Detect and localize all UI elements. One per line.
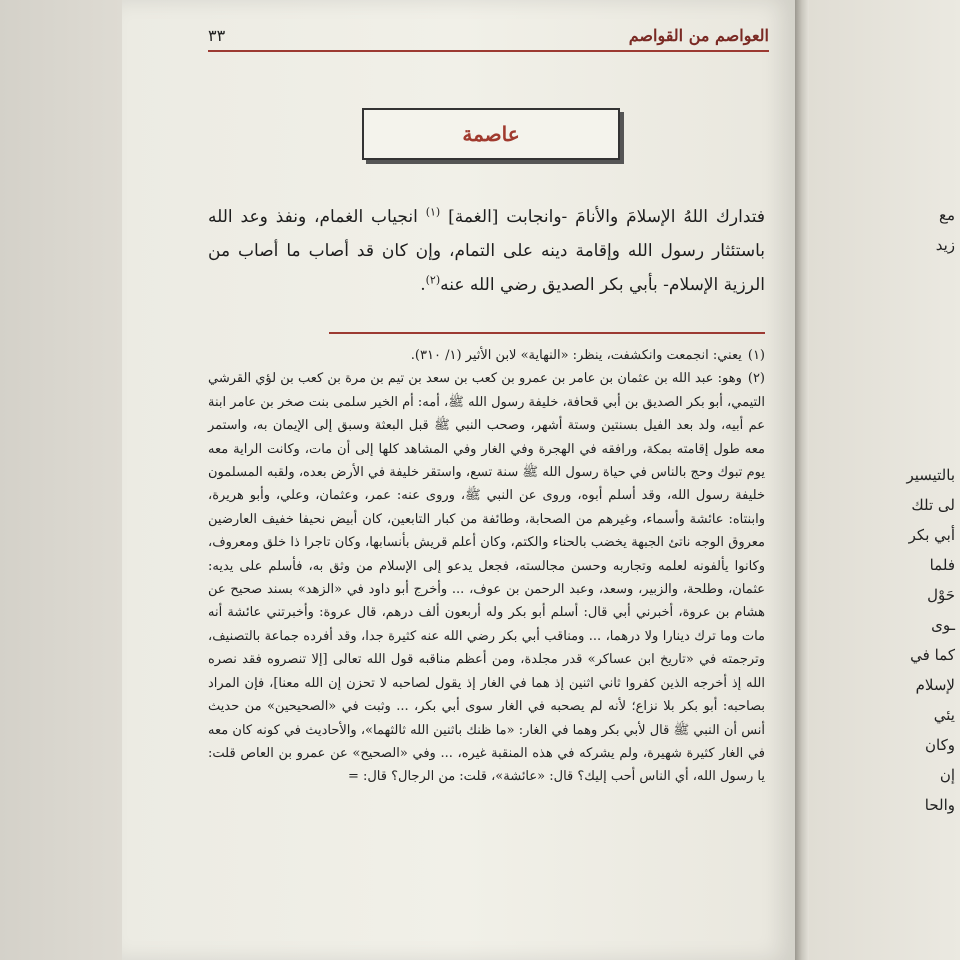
fragment-line: والحا (924, 796, 955, 814)
fragment-line: أبي بكر (908, 526, 955, 544)
main-paragraph (208, 200, 765, 302)
fragment-line: ـوى (931, 616, 955, 634)
book-page (122, 0, 795, 960)
main-text-part-2: انجياب الغمام، ونفذ وعد الله باستئثار رسول الله وإقامة دينه على التمام، وإن كان قد أصاب ما أصاب من الرزية الإسلام- بأبي بكر الصديق رضي الله عنه (208, 207, 765, 295)
footnote-ref-1: (١) (425, 205, 441, 219)
footnote-number: (١) (747, 348, 765, 363)
fragment-line: إن (939, 766, 955, 784)
fragment-line: بالتيسير (906, 466, 955, 484)
page-header (208, 26, 769, 48)
page-number: ٣٣ (208, 26, 226, 45)
fragment-line: فلما (929, 556, 955, 574)
fragment-line: كما في (910, 646, 955, 664)
footnote-2 (208, 367, 765, 788)
next-page-edge (809, 0, 960, 960)
main-text (208, 200, 765, 302)
fragment-line: وكان (925, 736, 955, 754)
footnotes (208, 344, 765, 789)
header-rule (208, 50, 769, 52)
fragment-line: حَوْل (927, 586, 955, 604)
footnote-ref-2: (٢) (425, 273, 441, 287)
main-text-part-1: فتدارك اللهُ الإسلامَ والأنامَ -وانجابت [الغمة] (448, 207, 766, 227)
fragment-line: زيد (935, 236, 955, 254)
section-title: عاصمة (462, 122, 520, 146)
footnote-number: (٢) (747, 371, 765, 387)
fragment-line: لى تلك (911, 496, 955, 514)
footnote-text: وهو: عبد الله بن عثمان بن عامر بن عمرو بن كعب بن سعد بن تيم بن مرة بن كعب بن لؤي القرشي التيمي، أبو بكر الصديق بن أبي قحافة، خليفة رسول الله ﷺ، أمه: أم الخير سلمى بنت صخر بن عامر ابنة عم أبيه، ولد بعد الفيل بسنتين وستة أشهر، وصحب النبي ﷺ قبل البعثة وسبق إلى الإيمان به، واستمر معه طول إقامته بمكة، ورافقه في الهجرة وفي الغار وفي المشاهد كلها إلى أن مات، وكانت الراية معه يوم تبوك وحج بالناس في حياة رسول الله ﷺ سنة تسع، واستقر خليفة في الأرض بعده، ولقبه المسلمون خليفة رسول الله، وقد أسلم أبوه، وروى عن النبي ﷺ، وروى عنه: عمر، وعثمان، وعلي، وأبو هريرة، وابنتاه: عائشة وأسماء، وغيرهم من الصحابة، وطائفة من كبار التابعين، كان أبيض نحيفا خفيف العارضين معروق الوجه ناتئ الجبهة يخضب بالحناء والكتم، وكان أعلم قريش بأنسابها، وكان تاجرا ذا خلق ومعروف، وكانوا يألفونه لعلمه وتجاربه وحسن مجالسته، فجعل يدعو إلى الإسلام من وثق به، فأسلم على يديه: عثمان، وطلحة، والزبير، وسعد، وعبد الرحمن بن عوف، ... وأخرج أبو داود في «الزهد» بسند صحيح عن هشام بن عروة، أخبرني أبي قال: أسلم أبو بكر وله أربعون ألف درهم، قال عروة: وأخبرتني عائشة أنه مات وما ترك دينارا ولا درهما، ... ومناقب أبي بكر رضي الله عنه كثيرة جدا، وقد أفرده جماعة بالتصنيف، وترجمته في «تاريخ ابن عساكر» قدر مجلدة، ومن أعظم مناقبه قول الله تعالى [إلا تنصروه فقد نصره الله إذ أخرجه الذين كفروا ثاني اثنين إذ هما في الغار إذ يقول لصاحبه لا تحزن إن الله معنا]، فإن المراد بصاحبه: أبو بكر بلا نزاع؛ لأنه لم يصحبه في الغار سوى أبي بكر، ... وثبت في «الصحيحين» من حديث أنس أن النبي ﷺ قال لأبي بكر وهما في الغار: «ما ظنك باثنين الله ثالثهما»، والأحاديث في كونه كان معه في الغار كثيرة شهيرة، ولم يشركه في هذه المنقبة غيره، ... وفي «الصحيح» عن عمرو بن العاص قلت: يا رسول الله، أي الناس أحب إليك؟ قال: «عائشة»، قلت: من الرجال؟ قال: = (208, 371, 765, 785)
next-page-fragments (815, 10, 955, 820)
book-gutter (795, 0, 809, 960)
fragment-line: لإسلام (915, 676, 955, 694)
main-text-end: . (420, 275, 426, 295)
running-title: العواصم من القواصم (628, 26, 769, 45)
fragment-line: مع (938, 206, 955, 224)
fragment-line: يئي (933, 706, 955, 724)
footnote-1 (208, 344, 765, 367)
section-title-box (362, 108, 620, 160)
footnote-rule (329, 332, 765, 334)
background-surface (0, 0, 122, 960)
footnote-text: يعني: انجمعت وانكشفت، ينظر: «النهاية» لابن الأثير (١/ ٣١٠). (410, 348, 742, 363)
